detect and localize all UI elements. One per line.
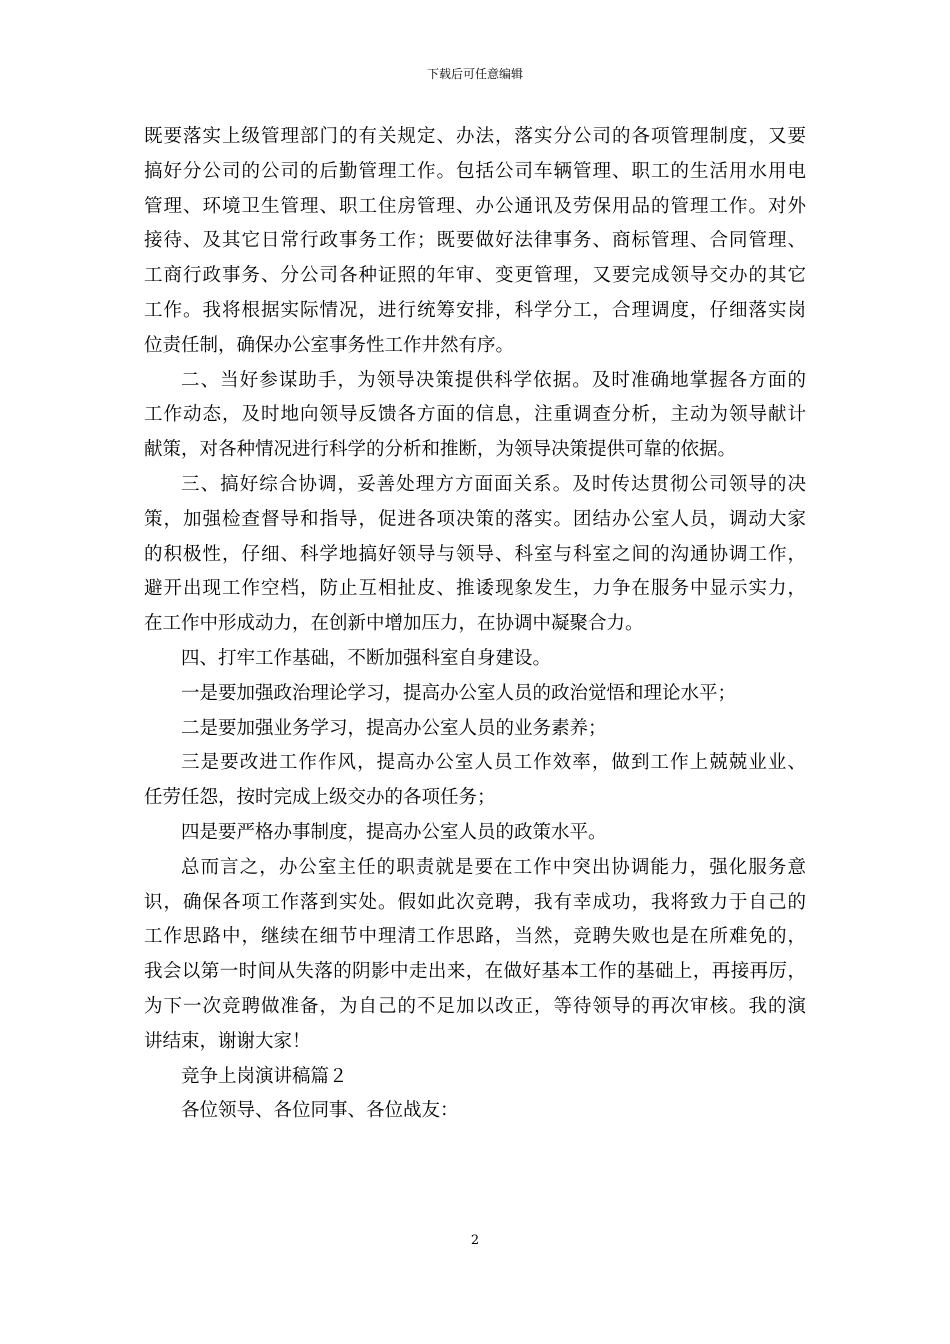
- paragraph-line: 我会以第一时间从失落的阴影中走出来，在做好基本工作的基础上，再接再厉，: [144, 961, 806, 983]
- paragraph-line: 三是要改进工作作风，提高办公室人员工作效率，做到工作上兢兢业业、: [181, 752, 806, 774]
- page-number: 2: [470, 1233, 480, 1248]
- paragraph: [144, 816, 806, 851]
- paragraph-line: 接待、及其它日常行政事务工作；既要做好法律事务、商标管理、合同管理、: [144, 230, 806, 252]
- paragraph: [144, 120, 806, 364]
- paragraph-line: 识，确保各项工作落到实处。假如此次竞聘，我有幸成功，我将致力于自己的: [144, 891, 806, 913]
- paragraph-line: 竞争上岗演讲稿篇２: [181, 1065, 348, 1087]
- paragraph-line: 二、当好参谋助手，为领导决策提供科学依据。及时准确地掌握各方面的: [181, 369, 806, 391]
- paragraph-line: 工作。我将根据实际情况，进行统筹安排，科学分工，合理调度，仔细落实岗: [144, 299, 806, 321]
- paragraph-line: 位责任制，确保办公室事务性工作井然有序。: [144, 334, 515, 356]
- paragraph-line: 策，加强检查督导和指导，促进各项决策的落实。团结办公室人员，调动大家: [144, 508, 806, 530]
- paragraph-line: 工作动态，及时地向领导反馈各方面的信息，注重调查分析，主动为领导献计: [144, 404, 806, 426]
- paragraph-line: 搞好分公司的公司的后勤管理工作。包括公司车辆管理、职工的生活用水用电: [144, 160, 806, 182]
- paragraph-line: 二是要加强业务学习，提高办公室人员的业务素养；: [181, 717, 607, 739]
- paragraph-line: 各位领导、各位同事、各位战友：: [181, 1100, 459, 1122]
- paragraph-line: 四、打牢工作基础，不断加强科室自身建设。: [181, 647, 552, 669]
- paragraph: [144, 1094, 806, 1129]
- paragraph: [144, 712, 806, 747]
- paragraph-line: 为下一次竞聘做准备，为自己的不足加以改正，等待领导的再次审核。我的演: [144, 995, 806, 1017]
- paragraph: [144, 364, 806, 468]
- paragraph-line: 在工作中形成动力，在创新中增加压力，在协调中凝聚合力。: [144, 613, 644, 635]
- page-header: 下载后可任意编辑: [426, 67, 523, 81]
- paragraph: [144, 468, 806, 642]
- paragraph: [144, 1060, 806, 1095]
- paragraph-line: 任劳任怨，按时完成上级交办的各项任务；: [144, 787, 496, 809]
- paragraph-line: 避开出现工作空档，防止互相扯皮、推诿现象发生，力争在服务中显示实力，: [144, 578, 806, 600]
- paragraph-line: 工作思路中，继续在细节中理清工作思路，当然，竞聘失败也是在所难免的，: [144, 926, 806, 948]
- paragraph-line: 一是要加强政治理论学习，提高办公室人员的政治觉悟和理论水平；: [181, 682, 737, 704]
- paragraph: [144, 677, 806, 712]
- paragraph-line: 三、搞好综合协调，妥善处理方方面面关系。及时传达贯彻公司领导的决: [181, 473, 806, 495]
- paragraph-line: 四是要严格办事制度，提高办公室人员的政策水平。: [181, 821, 607, 843]
- paragraph-line: 的积极性，仔细、科学地搞好领导与领导、科室与科室之间的沟通协调工作，: [144, 543, 806, 565]
- paragraph: [144, 642, 806, 677]
- paragraph-line: 管理、环境卫生管理、职工住房管理、办公通讯及劳保用品的管理工作。对外: [144, 195, 806, 217]
- paragraph-line: 献策，对各种情况进行科学的分析和推断，为领导决策提供可靠的依据。: [144, 439, 737, 461]
- paragraph-line: 既要落实上级管理部门的有关规定、办法，落实分公司的各项管理制度，又要: [144, 126, 806, 147]
- paragraph: [144, 851, 806, 1060]
- document-body: [144, 120, 806, 1129]
- paragraph: [144, 746, 806, 816]
- paragraph-line: 总而言之，办公室主任的职责就是要在工作中突出协调能力，强化服务意: [181, 856, 806, 878]
- paragraph-line: 讲结束，谢谢大家！: [144, 1030, 311, 1052]
- paragraph-line: 工商行政事务、分公司各种证照的年审、变更管理，又要完成领导交办的其它: [144, 265, 806, 287]
